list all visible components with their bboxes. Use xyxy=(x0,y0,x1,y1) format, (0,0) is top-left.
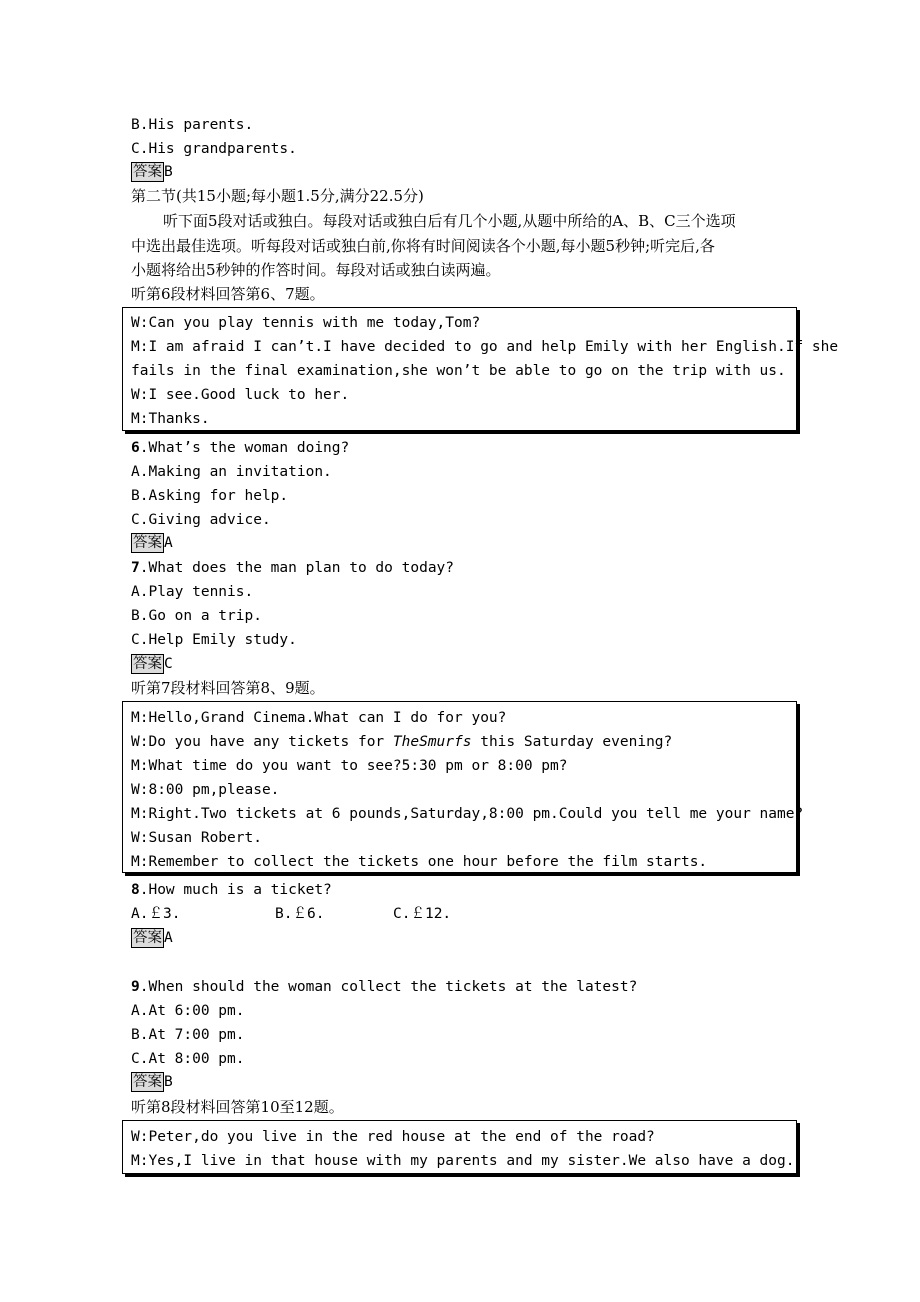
answer-value: A xyxy=(164,930,173,946)
answer-line xyxy=(131,162,173,182)
transcript-line: W:I see.Good luck to her. xyxy=(131,387,350,403)
option-c: C.At 8:00 pm. xyxy=(131,1051,245,1067)
transcript-line: M:I am afraid I can’t.I have decided to go and help Emily with her English.If she xyxy=(131,339,839,355)
question-number: 6 xyxy=(131,440,140,456)
material-6-intro: 听第6段材料回答第6、7题。 xyxy=(131,285,325,303)
option-b: B.￡6. xyxy=(275,906,325,922)
transcript-line: M:Yes,I live in that house with my parents and my sister.We also have a dog. xyxy=(131,1153,795,1169)
transcript-line: W:Peter,do you live in the red house at the end of the road? xyxy=(131,1129,655,1145)
answer-line xyxy=(131,1072,173,1092)
question-number: 9 xyxy=(131,979,140,995)
option-b: B.At 7:00 pm. xyxy=(131,1027,245,1043)
transcript-line xyxy=(131,732,672,752)
answer-line xyxy=(131,654,173,674)
transcript-line: M:Thanks. xyxy=(131,411,210,427)
option-b: B.Go on a trip. xyxy=(131,608,262,624)
instruction-line-1: 听下面5段对话或独白。每段对话或独白后有几个小题,从题中所给的A、B、C三个选项 xyxy=(163,212,736,230)
answer-value: B xyxy=(164,1074,173,1090)
option-a: A.At 6:00 pm. xyxy=(131,1003,245,1019)
answer-badge: 答案 xyxy=(133,930,162,946)
option-c: C.￡12. xyxy=(393,906,452,922)
answer-badge: 答案 xyxy=(133,656,162,672)
answer-line xyxy=(131,533,173,553)
instruction-line-3: 小题将给出5秒钟的作答时间。每段对话或独白读两遍。 xyxy=(131,261,501,279)
option-b: B.Asking for help. xyxy=(131,488,289,504)
film-title: TheSmurfs xyxy=(392,734,472,750)
transcript-line: M:Remember to collect the tickets one hour before the film starts. xyxy=(131,854,708,870)
question-number: 8 xyxy=(131,882,140,898)
question-7 xyxy=(131,558,454,578)
answer-badge: 答案 xyxy=(133,1074,162,1090)
option-b: B.His parents. xyxy=(131,117,254,133)
answer-badge: 答案 xyxy=(133,535,162,551)
transcript-line: W:8:00 pm,please. xyxy=(131,782,280,798)
question-text: .What does the man plan to do today? xyxy=(139,560,455,576)
question-text: .How much is a ticket? xyxy=(139,882,332,898)
question-number: 7 xyxy=(131,560,140,576)
transcript-line: W:Can you play tennis with me today,Tom? xyxy=(131,315,481,331)
option-c: C.Giving advice. xyxy=(131,512,271,528)
material-7-intro: 听第7段材料回答第8、9题。 xyxy=(131,679,325,697)
question-6 xyxy=(131,438,349,458)
question-8 xyxy=(131,880,332,900)
answer-value: C xyxy=(164,656,173,672)
transcript-box-8 xyxy=(122,1120,797,1174)
option-c: C.Help Emily study. xyxy=(131,632,297,648)
instruction-line-2: 中选出最佳选项。听每段对话或独白前,你将有时间阅读各个小题,每小题5秒钟;听完后,各 xyxy=(131,237,715,255)
transcript-line: M:Right.Two tickets at 6 pounds,Saturday,8:00 pm.Could you tell me your name? xyxy=(131,806,804,822)
transcript-line: M:Hello,Grand Cinema.What can I do for you? xyxy=(131,710,507,726)
transcript-text: this Saturday evening? xyxy=(471,734,673,750)
option-c: C.His grandparents. xyxy=(131,141,297,157)
answer-value: B xyxy=(164,164,173,180)
transcript-line: M:What time do you want to see?5:30 pm or 8:00 pm? xyxy=(131,758,568,774)
option-a: A.Play tennis. xyxy=(131,584,254,600)
option-a: A.￡3. xyxy=(131,906,181,922)
transcript-line: W:Susan Robert. xyxy=(131,830,262,846)
transcript-box-7 xyxy=(122,701,804,873)
section-heading: 第二节(共15小题;每小题1.5分,满分22.5分) xyxy=(131,187,424,205)
transcript-line: fails in the final examination,she won’t be able to go on the trip with us. xyxy=(131,363,786,379)
option-a: A.Making an invitation. xyxy=(131,464,332,480)
question-text: .What’s the woman doing? xyxy=(139,440,350,456)
transcript-text: W:Do you have any tickets for xyxy=(131,734,393,750)
transcript-box-6 xyxy=(122,307,839,431)
answer-value: A xyxy=(164,535,173,551)
question-text: .When should the woman collect the tickets at the latest? xyxy=(139,979,638,995)
question-9 xyxy=(131,977,637,997)
answer-line xyxy=(131,928,173,948)
material-8-intro: 听第8段材料回答第10至12题。 xyxy=(131,1098,344,1116)
answer-badge: 答案 xyxy=(133,164,162,180)
